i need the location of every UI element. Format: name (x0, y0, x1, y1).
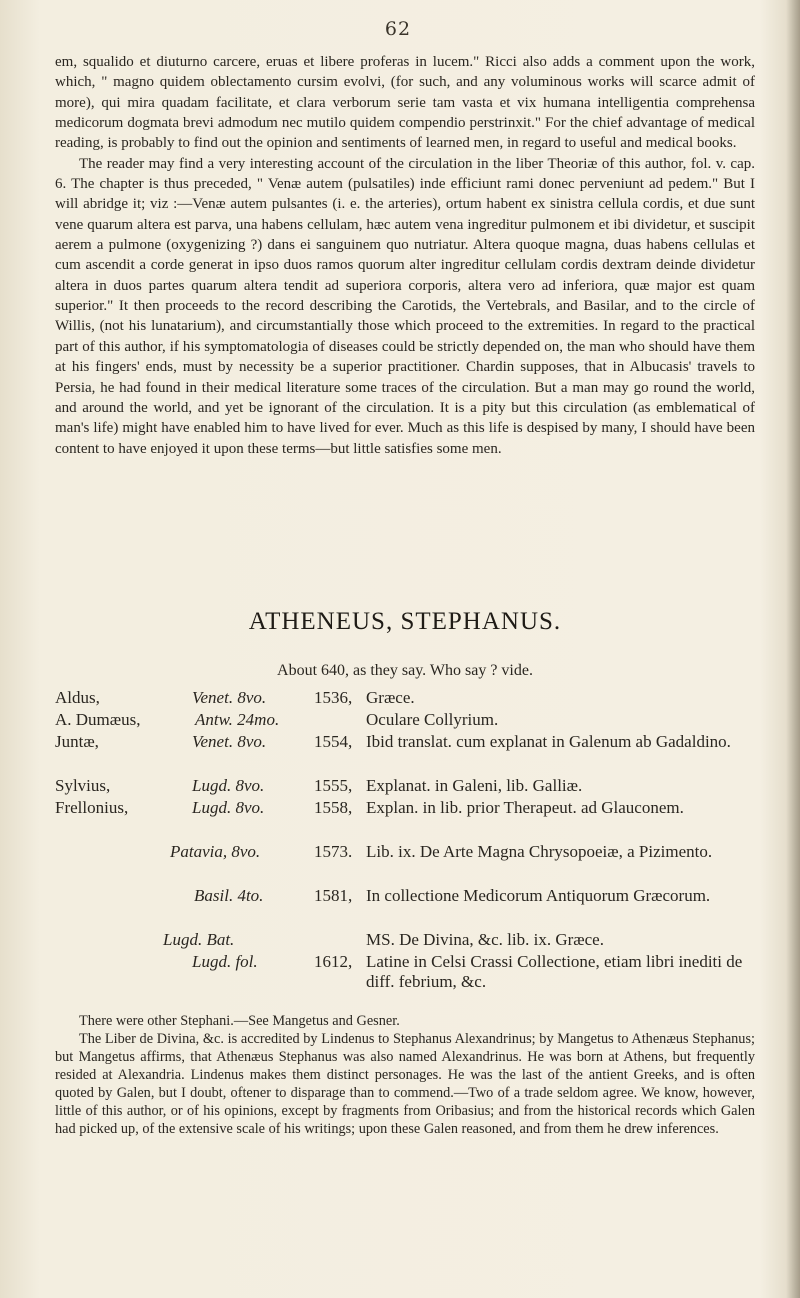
page-edge-shadow (786, 0, 800, 1298)
edition-place-format: Patavia, 8vo. (170, 842, 261, 861)
edition-publisher: Frellonius, (55, 798, 129, 817)
edition-description: Græce. (366, 688, 415, 707)
edition-place-format: Lugd. 8vo. (192, 776, 265, 795)
edition-place-format: Lugd. Bat. (163, 930, 235, 949)
edition-entry (55, 710, 765, 732)
edition-description: In collectione Medicorum Antiquorum Græcorum. (366, 886, 711, 905)
edition-year: 1573. (314, 842, 353, 861)
closing-paragraph: There were other Stephani.—See Mangetus and Gesner. (79, 1013, 400, 1029)
edition-description: Latine in Celsi Crassi Collectione, etiam libri inediti de diff. febrium, &c. (366, 952, 743, 991)
edition-entry (55, 952, 765, 996)
edition-description: Ibid translat. cum explanat in Galenum ab Gadaldino. (366, 732, 731, 751)
edition-publisher: A. Dumæus, (55, 710, 141, 729)
edition-year: 1554, (314, 732, 353, 751)
edition-entry (55, 798, 765, 842)
edition-entry (55, 930, 765, 952)
edition-year: 1612, (314, 952, 353, 971)
edition-entry (55, 732, 765, 776)
edition-description: MS. De Divina, &c. lib. ix. Græce. (366, 930, 604, 949)
closing-paragraph: The Liber de Divina, &c. is accredited by Lindenus to Stephanus Alexandrinus; by Mangetus to Athenæus Stephanus; but Mangetus affirms, that Athenæus Stephanus was also named Alexandrinus. He was born at Athens, but frequently resided at Alexandria. Lindenus makes them distinct personages. He was the last of the antient Greeks, and is often quoted by Galen, but I doubt, oftener to disparage than to commend.—Two of a trade seldom agree. We know, however, little of this author, or of his opinions, except by fragments from Oribasius; and from the historical records which Galen had picked up, of the extensive scale of his writings; upon these Galen reasoned, and from them he drew inferences. (55, 1031, 755, 1137)
page-number: 62 (384, 18, 412, 40)
edition-place-format: Venet. 8vo. (192, 732, 267, 751)
edition-entry (55, 886, 765, 930)
edition-place-format: Antw. 24mo. (195, 710, 280, 729)
edition-description: Explan. in lib. prior Therapeut. ad Glauconem. (366, 798, 684, 817)
edition-year: 1581, (314, 886, 353, 905)
edition-year: 1555, (314, 776, 353, 795)
body-paragraph: em, squalido et diuturno carcere, eruas et libere proferas in lucem." Ricci also adds a comment upon the work, which, " magno quidem oblectamento cursim evolvi, (for such, and any voluminous works will scarce admit of more), qui mira quadam facilitate, et clara verborum serie tam vasta et vix humana intelligentia comprehensa medicorum dogmata brevi admodum nec mutilo quidem compendio perstrinxit." For the chief advantage of medical reading, is probably to find out the opinion and sentiments of learned men, in regard to useful and medical books. (55, 54, 755, 152)
edition-description: Lib. ix. De Arte Magna Chrysopoeiæ, a Pizimento. (366, 842, 713, 861)
edition-entry (55, 688, 765, 710)
edition-year: 1558, (314, 798, 353, 817)
editions-list (55, 688, 765, 996)
edition-description: Oculare Collyrium. (366, 710, 499, 729)
edition-entry (55, 842, 765, 886)
edition-entry (55, 776, 765, 798)
edition-place-format: Basil. 4to. (194, 886, 264, 905)
section-subheading: About 640, as they say. Who say ? vide. (277, 662, 533, 679)
body-text (55, 52, 755, 459)
edition-description: Explanat. in Galeni, lib. Galliæ. (366, 776, 583, 795)
body-paragraph: The reader may find a very interesting account of the circulation in the liber Theoriæ of this author, fol. v. cap. 6. The chapter is thus preceded, " Venæ autem (pulsatiles) inde efficiunt rami donec perveniunt ad pedem." But I will abridge it; viz :—Venæ autem pulsantes (i. e. the arteries), ortum habent ex sinistra cellula cordis, et due sunt vene quarum altera est parva, una habens cellulam, hæc autem vena ingreditur pulmonem et ibi dividetur, et suscipit aerem a pulmone (oxygenizing ?) dans ei sanguinem quo nutriatur. Altera quoque magna, duas habens cellulas et cum ascendit a corde generat in ipso duos ramos quorum alter ingreditur cellulam cordis dextram deinde dividetur altera in duos partes quarum altera tendit ad superiora corporis, altera vero ad inferiora, quæ major est quam superior." It then proceeds to the record describing the Carotids, the Vertebrals, and Basilar, and to the circle of Willis, (not his lunatarium), and circumstantially those which proceed to the extremities. In regard to the practical part of this author, if his symptomatologia of diseases could be strictly depended on, the man who should have them at his fingers' ends, must by necessity be a superior practitioner. Chardin supposes, that in Albucasis' travels to Persia, he had found in their medical literature some traces of the circulation. But a man may go round the world, and around the world, and yet be ignorant of the circulation. It is a pity but this circulation (as emblematical of man's life) might have enabled him to have lived for ever. Much as this life is despised by many, I should have been content to have enjoyed it upon these terms—but little satisfies some men. (55, 155, 755, 457)
edition-publisher: Aldus, (55, 688, 100, 707)
edition-place-format: Venet. 8vo. (192, 688, 267, 707)
edition-year: 1536, (314, 688, 353, 707)
closing-text (55, 1012, 755, 1138)
edition-place-format: Lugd. fol. (192, 952, 258, 971)
edition-place-format: Lugd. 8vo. (192, 798, 265, 817)
section-heading: ATHENEUS, STEPHANUS. (248, 608, 562, 635)
edition-publisher: Sylvius, (55, 776, 111, 795)
edition-publisher: Juntæ, (55, 732, 99, 751)
